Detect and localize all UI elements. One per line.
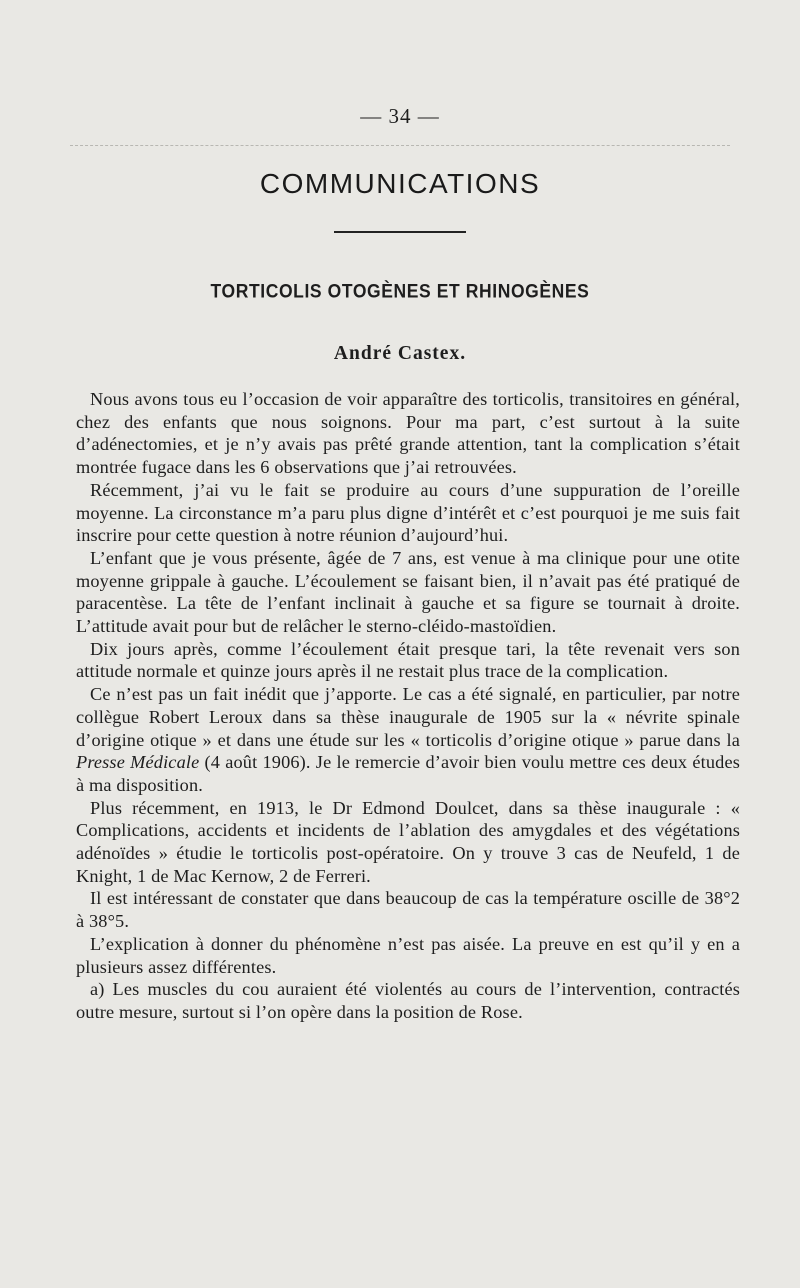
paragraph: Récemment, j’ai vu le fait se produire au cours d’une suppuration de l’oreille moyenne. La circonstance m’a paru plus digne d’intérêt et c’est pourquoi je me suis fait inscrire pour cette question à notre réunion d’aujourd’hui. (76, 479, 740, 546)
paragraph: Nous avons tous eu l’occasion de voir apparaître des torticolis, transitoires en général, chez des enfants que nous soignons. Pour ma part, c’est surtout à la suite d’adénectomies, et je n’y avais pas prêté grande attention, tant la complication s’était montrée fugace dans les 6 observations que j’ai retrouvées. (76, 389, 740, 478)
article-body (76, 388, 740, 1024)
author-name: André Castex. (333, 343, 467, 364)
section-title: COMMUNICATIONS (259, 168, 541, 199)
paragraph-text: Ce n’est pas un fait inédit que j’apporte. Le cas a été signalé, en particulier, par notre collègue Robert Leroux dans sa thèse inaugurale de 1905 sur la « névrite spinale d’origine otique » et dans une étude sur les « torticolis d’origine otique » parue dans la (76, 684, 740, 750)
paragraph: L’explication à donner du phénomène n’est pas aisée. La preuve en est qu’il y en a plusieurs assez différentes. (76, 933, 740, 977)
paragraph (76, 683, 740, 797)
paragraph: Plus récemment, en 1913, le Dr Edmond Doulcet, dans sa thèse inaugurale : « Complications, accidents et incidents de l’ablation des amygdales et des végétations adénoïdes » étudie le torticolis post-opératoire. On y trouve 3 cas de Neufeld, 1 de Knight, 1 de Mac Kernow, 2 de Ferreri. (76, 797, 740, 886)
page-number: — 34 — (360, 104, 440, 128)
paragraph: L’enfant que je vous présente, âgée de 7 ans, est venue à ma clinique pour une otite moyenne grippale à gauche. L’écoulement se faisant bien, il n’avait pas été pratiqué de paracentèse. La tête de l’enfant inclinait à gauche et sa figure se tournait à droite. L’attitude avait pour but de relâcher le sterno-cléido-mastoïdien. (76, 547, 740, 637)
paragraph: Il est intéressant de constater que dans beaucoup de cas la température oscille de 38°2 à 38°5. (76, 888, 740, 932)
header-rule (70, 145, 730, 146)
journal-title: Presse Médicale (76, 752, 200, 773)
paragraph: Dix jours après, comme l’écoulement était presque tari, la tête revenait vers son attitude normale et quinze jours après il ne restait plus trace de la complication. (76, 638, 740, 682)
article-title: TORTICOLIS OTOGÈNES ET RHINOGÈNES (210, 279, 590, 302)
paragraph-text: (4 août 1906). Je le remercie d’avoir bien voulu mettre ces deux études à ma disposition. (76, 752, 741, 795)
section-divider (334, 231, 466, 233)
paragraph: a) Les muscles du cou auraient été violentés au cours de l’intervention, contractés outre mesure, surtout si l’on opère dans la position de Rose. (76, 979, 740, 1022)
